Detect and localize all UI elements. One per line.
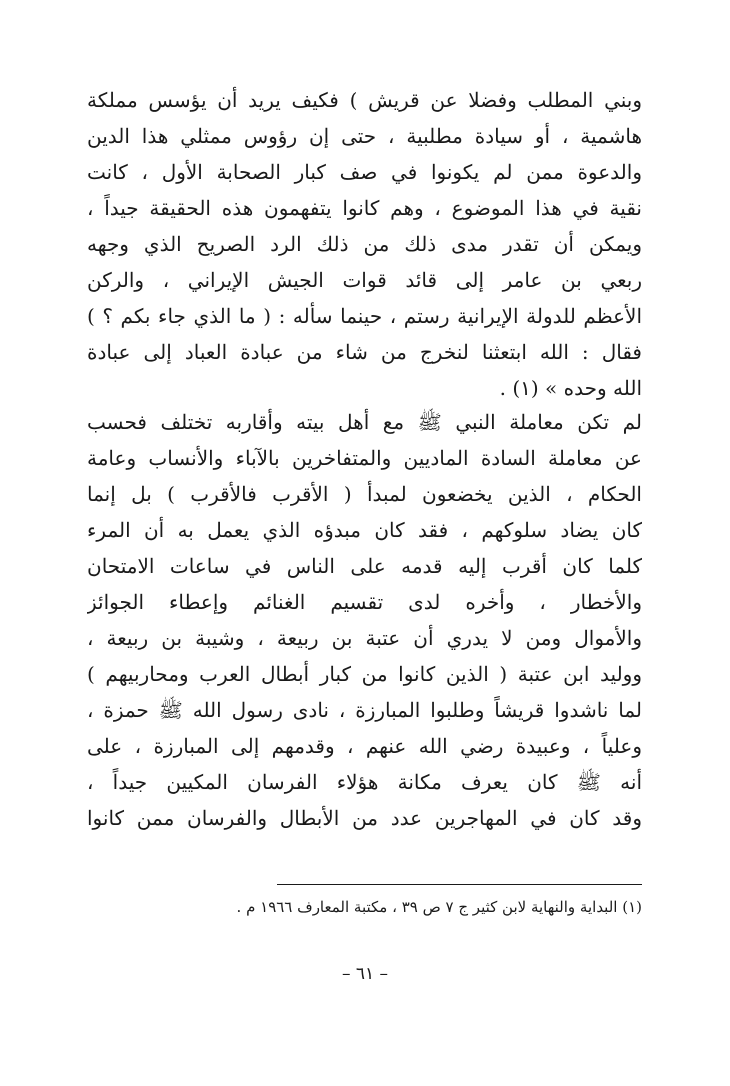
text-line: فقال : الله ابتعثنا لنخرج من شاء من عبادة العباد إلى عبادة [87,340,642,364]
text-line: والأموال ومن لا يدري أن عتبة بن ربيعة ، وشيبة بن ربيعة ، [87,626,642,650]
text-line: والدعوة ممن لم يكونوا في صف كبار الصحابة الأول ، كانت [87,160,642,184]
text-line: ربعي بن عامر إلى قائد قوات الجيش الإيراني ، والركن [87,268,642,292]
page-number: – ٦١ – [341,964,389,984]
text-line: والأخطار ، وأخره لدى تقسيم الغنائم وإعطاء الجوائز [87,590,642,614]
text-line: عن معاملة السادة الماديين والمتفاخرين بالآباء والأنساب وعامة [87,446,642,470]
text-line: هاشمية ، أو سيادة مطلبية ، حتى إن رؤوس ممثلي هذا الدين [87,124,642,148]
text-line: وبني المطلب وفضلا عن قريش ) فكيف يريد أن يؤسس مملكة [87,88,642,112]
text-line: الأعظم للدولة الإيرانية رستم ، حينما سأله : ( ما الذي جاء بكم ؟ ) [87,304,642,328]
paragraph-2 [87,404,642,836]
footnote-divider [277,884,642,885]
text-line: نقية في هذا الموضوع ، وهم كانوا يتفهمون هذه الحقيقة جيداً ، [87,196,642,220]
text-line: الحكام ، الذين يخضعون لمبدأ ( الأقرب فالأقرب ) بل إنما [87,482,642,506]
text-line: كان يضاد سلوكهم ، فقد كان مبدؤه الذي يعمل به أن المرء [87,518,642,542]
text-line: لم تكن معاملة النبي ﷺ مع أهل بيته وأقاربه تختلف فحسب [87,410,642,434]
text-line: ووليد ابن عتبة ( الذين كانوا من كبار أبطال العرب ومحاربيهم ) [87,662,642,686]
footnote: (١) البداية والنهاية لابن كثير ج ٧ ص ٣٩ ، مكتبة المعارف ١٩٦٦ م . [236,898,642,916]
text-line: وقد كان في المهاجرين عدد من الأبطال والفرسان ممن كانوا [87,806,642,830]
text-line: الله وحده » (١) . [499,376,642,400]
text-line: ويمكن أن تقدر مدى ذلك من ذلك الرد الصريح الذي وجهه [87,232,642,256]
paragraph-1 [87,82,642,406]
text-line: لما ناشدوا قريشاً وطلبوا المبارزة ، نادى رسول الله ﷺ حمزة ، [87,698,642,722]
text-line: وعلياً ، وعبيدة رضي الله عنهم ، وقدمهم إلى المبارزة ، على [87,734,642,758]
text-line: كلما كان أقرب إليه قدمه على الناس في ساعات الامتحان [87,554,642,578]
text-line: أنه ﷺ كان يعرف مكانة هؤلاء الفرسان المكيين جيداً ، [87,770,642,794]
